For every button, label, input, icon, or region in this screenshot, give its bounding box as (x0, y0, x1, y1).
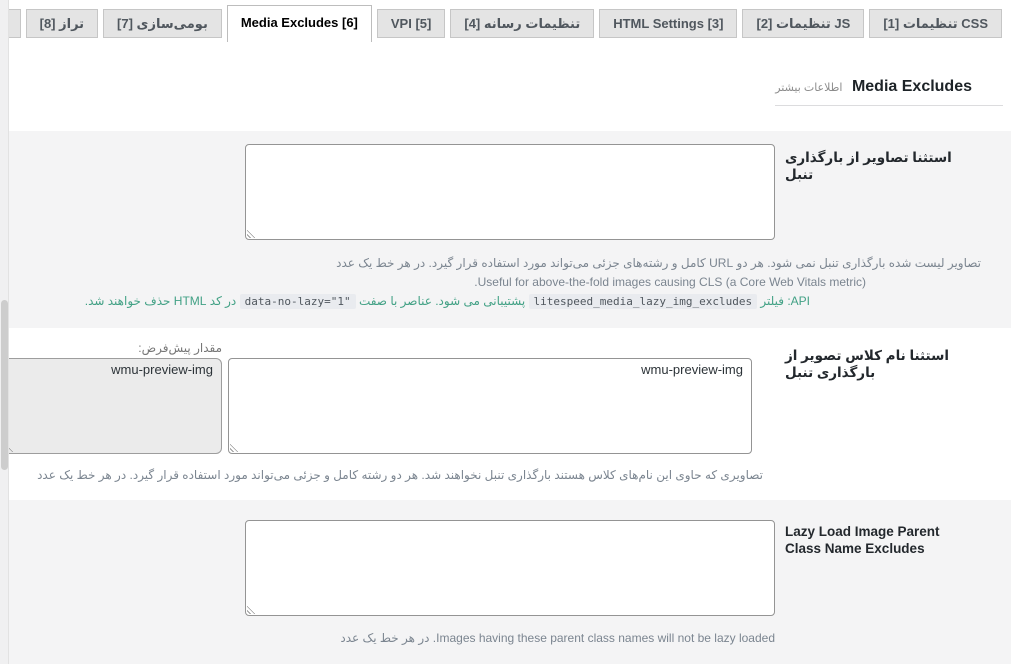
field-description-fa: تصاویر لیست شده بارگذاری تنبل نمی شود. هر دو URL کامل و رشته‌های جزئی می‌تواند مورد استفاده قرار گیرد. در هر خط یک عدد (336, 256, 981, 270)
tab-label: HTML Settings [3] (613, 16, 724, 31)
tab-vpi[interactable] (377, 9, 445, 38)
field-description: Images having these parent class names will not be lazy loaded. در هر خط یک عدد (340, 631, 775, 645)
tab-media-settings[interactable] (450, 9, 594, 38)
field-label-parent-class-excludes: Lazy Load Image Parent Class Name Excludes (785, 524, 940, 556)
api-note (0, 292, 810, 311)
field-description: تصاویری که حاوی این نام‌های کلاس هستند بارگذاری تنبل نخواهند شد. هر دو رشته کامل و جزئی می‌تواند مورد استفاده قرار گیرد. در هر خط یک عدد (37, 468, 763, 482)
default-value-textarea[interactable] (3, 358, 222, 454)
scrollbar-track[interactable] (0, 0, 9, 664)
api-note-prefix: API: فیلتر (760, 294, 810, 308)
tab-label: Media Excludes [6] (240, 15, 358, 30)
field-label-class-excludes: استثنا نام کلاس تصویر از بارگذاری تنبل (785, 348, 949, 380)
image-excludes-textarea[interactable] (245, 144, 775, 240)
page-title: Media Excludes (851, 78, 972, 95)
api-filter-code: litespeed_media_lazy_img_excludes (529, 294, 758, 309)
tab-label: [7] بومی‌سازی (117, 16, 208, 31)
default-value-label: مقدار پیش‌فرض: (138, 341, 222, 355)
settings-table (0, 131, 1011, 664)
settings-tab-bar (0, 0, 1011, 42)
tab-label: [1] تنظیمات CSS (883, 16, 988, 31)
setting-row-parent-class-excludes (0, 500, 1011, 664)
learn-more-link[interactable]: اطلاعات بیشتر (775, 82, 843, 94)
api-note-suffix: در کد HTML حذف خواهند شد. (84, 294, 237, 308)
api-note-mid: پشتیبانی می شود. عناصر با صفت (358, 294, 526, 308)
tab-media-excludes[interactable] (227, 5, 372, 42)
tab-label: VPI [5] (390, 16, 432, 31)
scrollbar-thumb[interactable] (1, 300, 8, 470)
setting-row-class-excludes (0, 328, 1011, 500)
class-excludes-textarea[interactable] (228, 358, 752, 454)
tab-label: [4] تنظیمات رسانه (464, 16, 581, 31)
field-label-image-excludes: استثنا تصاویر از بارگذاری تنبل (785, 150, 952, 182)
tab-tuning[interactable] (26, 9, 98, 38)
setting-row-image-excludes (0, 131, 1011, 328)
tab-label: [8] تراز (39, 16, 85, 31)
tab-html-settings[interactable] (599, 9, 737, 38)
tab-localization[interactable] (103, 9, 222, 38)
parent-class-excludes-textarea[interactable] (245, 520, 775, 616)
field-description-en: Useful for above-the-fold images causing CLS (a Core Web Vitals metric). (474, 275, 866, 289)
section-title-block (775, 78, 1003, 106)
tab-label: [2] تنظیمات JS (756, 16, 851, 31)
tab-css-settings[interactable] (869, 9, 1002, 38)
default-value-block (3, 341, 222, 454)
tab-js-settings[interactable] (742, 9, 864, 38)
api-attribute-code: data-no-lazy="1" (240, 294, 356, 309)
